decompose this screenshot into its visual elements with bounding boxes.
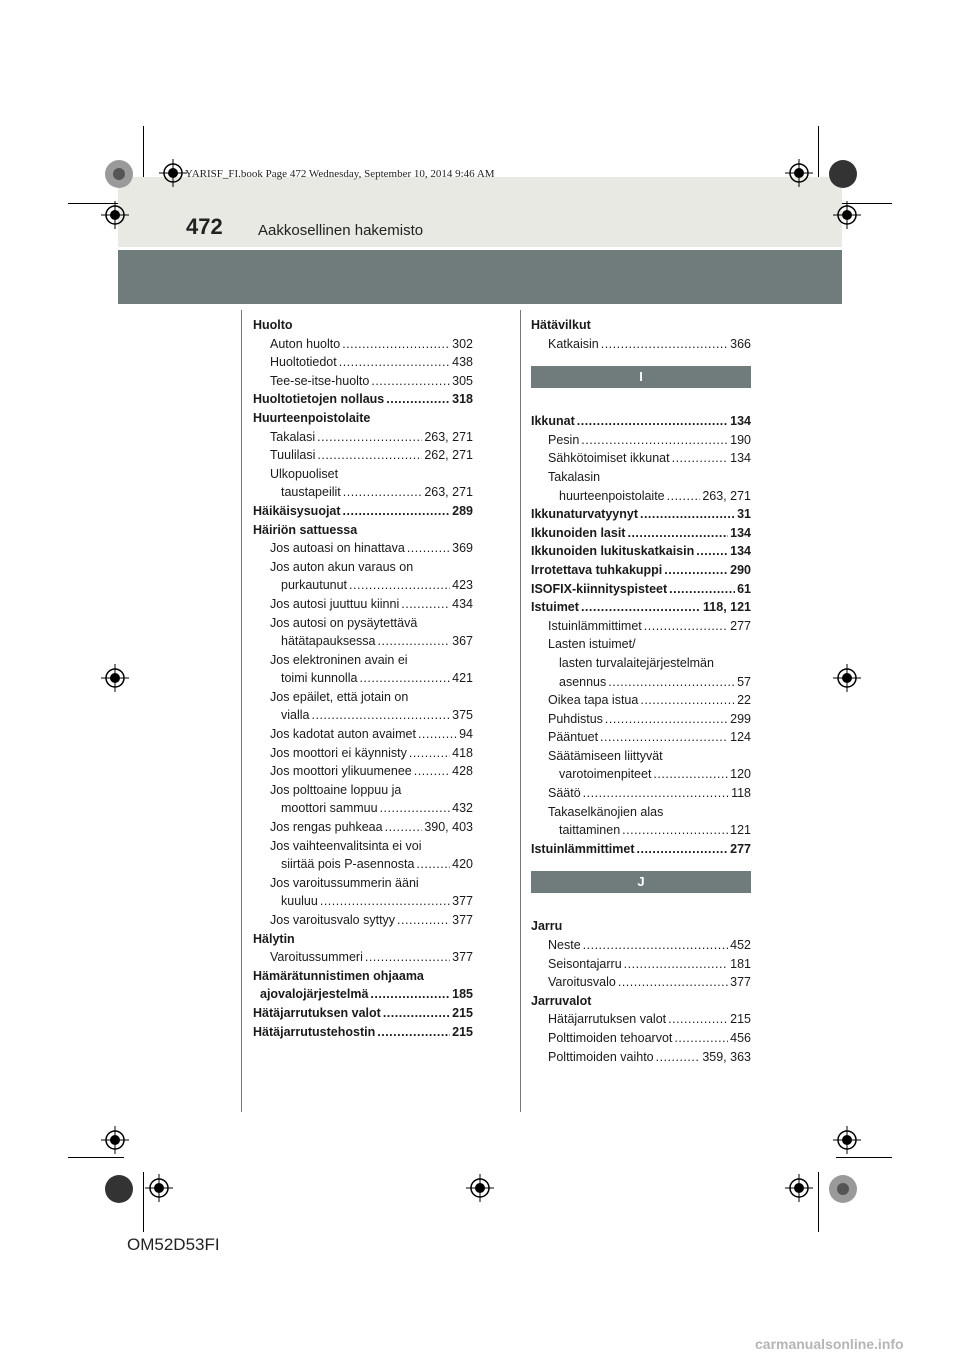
index-entry-label: siirtää pois P-asennosta: [281, 857, 415, 872]
index-entry: [253, 576, 473, 595]
index-entry-page: 428: [452, 764, 473, 779]
letter-heading-i: I: [531, 366, 751, 388]
dot-leader: [343, 483, 423, 502]
dot-leader: [618, 973, 728, 992]
index-entry-page: 456: [730, 1031, 751, 1045]
section-title: Aakkosellinen hakemisto: [258, 222, 424, 239]
index-entry: Takalasin: [548, 469, 601, 484]
registration-mark-icon: [159, 159, 187, 187]
registration-mark-icon: [785, 159, 813, 187]
dot-leader: [674, 1029, 728, 1048]
index-entry-label: Pääntuet: [548, 730, 599, 745]
registration-mark-icon: [833, 1126, 861, 1154]
index-entry-label: huurteenpoistolaite: [559, 488, 665, 503]
index-entry: [531, 431, 751, 450]
dot-leader: [312, 706, 451, 725]
starburst-mark-icon: [104, 1174, 134, 1204]
index-entry-label: purkautunut: [281, 578, 348, 593]
index-entry-label: Tee-se-itse-huolto: [270, 373, 370, 388]
index-entry-label: ajovalojärjestelmä: [260, 987, 369, 1002]
registration-mark-icon: [101, 1126, 129, 1154]
index-entry-label: Ikkunoiden lasit: [531, 525, 626, 540]
index-entry-page: 438: [452, 355, 473, 370]
index-entry-page: 61: [737, 581, 751, 596]
index-entry-page: 359, 363: [702, 1049, 751, 1064]
index-entry-page: 421: [452, 671, 473, 686]
index-entry-label: Puhdistus: [548, 711, 603, 726]
index-entry-label: Jos moottori ei käynnisty: [270, 745, 407, 760]
index-entry: [253, 799, 473, 818]
dot-leader: [668, 1010, 728, 1029]
index-entry: Jarru: [531, 919, 563, 934]
starburst-mark-icon: [104, 159, 134, 189]
index-entry-page: 377: [452, 950, 473, 965]
index-entry-label: Auton huolto: [270, 336, 341, 351]
index-entry-page: 22: [737, 693, 751, 708]
index-entry-label: Sähkötoimiset ikkunat: [548, 451, 670, 466]
dot-leader: [371, 372, 450, 391]
index-entry-page: 134: [730, 414, 751, 429]
index-entry: [531, 335, 751, 354]
dot-leader: [359, 669, 450, 688]
dot-leader: [378, 632, 451, 651]
dot-leader: [640, 505, 735, 524]
index-entry-page: 375: [452, 708, 473, 723]
index-entry-page: 390, 403: [424, 820, 473, 835]
index-entry-label: Oikea tapa istua: [548, 693, 639, 708]
index-entry: [253, 632, 473, 651]
index-entry: [531, 524, 751, 543]
index-entry-label: Polttimoiden tehoarvot: [548, 1031, 673, 1045]
index-entry-page: 263, 271: [424, 429, 473, 444]
registration-mark-icon: [101, 664, 129, 692]
index-entry-page: 94: [459, 727, 473, 742]
index-entry-page: 302: [452, 336, 473, 351]
index-entry: [531, 728, 751, 747]
index-entry-label: Varoitusvalo: [548, 975, 616, 990]
index-entry-label: Istuimet: [531, 600, 579, 615]
index-entry: [531, 821, 751, 840]
dot-leader: [377, 1023, 450, 1042]
registration-mark-icon: [466, 1174, 494, 1202]
registration-mark-icon: [145, 1174, 173, 1202]
index-entry: Jos elektroninen avain ei: [270, 652, 408, 667]
index-entry-label: Säätö: [548, 786, 581, 801]
dot-leader: [401, 595, 450, 614]
crop-line: [143, 1172, 144, 1232]
index-entry-page: 452: [730, 938, 751, 953]
index-entry: Hämärätunnistimen ohjaama: [253, 968, 424, 983]
index-entry-page: 299: [730, 711, 751, 726]
dot-leader: [418, 725, 457, 744]
registration-mark-icon: [101, 201, 129, 229]
index-entry-label: Polttimoiden vaihto: [548, 1049, 654, 1064]
index-entry-label: Huoltotietojen nollaus: [253, 392, 385, 407]
index-entry: Säätämiseen liittyvät: [548, 748, 663, 763]
index-entry: [253, 1023, 473, 1042]
index-entry-label: kuuluu: [281, 894, 318, 909]
dot-leader: [320, 892, 450, 911]
index-entry-label: Varoitussummeri: [270, 950, 363, 965]
index-entry: [253, 539, 473, 558]
dot-leader: [640, 691, 735, 710]
index-entry: [253, 428, 473, 447]
dot-leader: [672, 449, 729, 468]
registration-mark-icon: [833, 664, 861, 692]
column-divider: [520, 310, 521, 1112]
index-entry: [253, 335, 473, 354]
index-entry-page: 118: [731, 786, 751, 801]
index-entry: [253, 725, 473, 744]
index-entry-page: 432: [452, 801, 473, 816]
index-group-j: [531, 917, 751, 1066]
index-entry-page: 434: [452, 596, 473, 611]
index-entry: [253, 948, 473, 967]
index-entry: [253, 1004, 473, 1023]
index-entry: [531, 449, 751, 468]
index-entry-page: 120: [730, 767, 751, 782]
index-entry-page: 305: [452, 373, 473, 388]
index-entry: [253, 744, 473, 763]
index-entry: [253, 353, 473, 372]
crop-line: [68, 1157, 124, 1158]
index-entry-page: 215: [452, 1005, 473, 1020]
index-entry-page: 369: [452, 541, 473, 556]
index-entry-label: Ikkunoiden lukituskatkaisin: [531, 544, 695, 559]
index-entry-label: moottori sammuu: [281, 801, 378, 816]
index-entry: [531, 505, 751, 524]
starburst-mark-icon: [828, 1174, 858, 1204]
dot-leader: [622, 821, 728, 840]
index-entry-page: 134: [730, 544, 751, 559]
starburst-mark-icon: [828, 159, 858, 189]
index-entry-label: Seisontajarru: [548, 956, 622, 971]
index-entry: [253, 483, 473, 502]
index-entry: [253, 762, 473, 781]
index-entry-page: 181: [730, 956, 751, 971]
index-entry: [253, 502, 473, 521]
index-entry-label: Häikäisysuojat: [253, 503, 341, 518]
index-entry: [253, 818, 473, 837]
dot-leader: [583, 936, 728, 955]
index-entry-page: 262, 271: [424, 448, 473, 463]
index-entry-label: Hätäjarrutustehostin: [253, 1024, 376, 1039]
index-entry-label: Ikkunat: [531, 414, 575, 429]
index-entry-page: 124: [730, 730, 751, 745]
index-entry-page: 277: [730, 841, 751, 856]
document-code: OM52D53FI: [127, 1235, 220, 1254]
dot-leader: [583, 784, 729, 803]
index-entry-page: 289: [452, 503, 473, 518]
index-entry: [531, 936, 751, 955]
dot-leader: [581, 431, 728, 450]
index-entry-label: Jos kadotat auton avaimet: [270, 727, 416, 742]
index-column-right: [531, 316, 751, 1066]
dot-leader: [365, 948, 450, 967]
dot-leader: [644, 617, 728, 636]
index-entry-page: 418: [452, 745, 473, 760]
index-entry: Hälytin: [253, 931, 295, 946]
registration-mark-icon: [785, 1174, 813, 1202]
index-entry-label: Takalasi: [270, 429, 316, 444]
index-entry: [531, 487, 751, 506]
index-entry-page: 290: [730, 562, 751, 577]
dot-leader: [385, 818, 423, 837]
dot-leader: [317, 428, 422, 447]
index-column-left: [253, 316, 473, 1041]
index-entry: Jarruvalot: [531, 993, 592, 1008]
index-entry-page: 377: [730, 975, 751, 990]
index-entry-page: 367: [452, 634, 473, 649]
index-entry: lasten turvalaitejärjestelmän: [559, 655, 714, 670]
index-entry-label: taustapeilit: [281, 485, 341, 500]
header-band: [118, 177, 842, 247]
index-entry-page: 366: [730, 336, 751, 351]
dot-leader: [407, 539, 450, 558]
index-entry-label: Hätäjarrutuksen valot: [548, 1012, 667, 1027]
dot-leader: [343, 502, 451, 521]
dot-leader: [667, 487, 701, 506]
index-entry: Jos autosi on pysäytettävä: [270, 615, 418, 630]
index-entry-label: Istuinlämmittimet: [548, 618, 642, 633]
index-entry: [253, 892, 473, 911]
index-entry: Jos epäilet, että jotain on: [270, 689, 409, 704]
index-entry: [531, 617, 751, 636]
book-stamp: YARISF_FI.book Page 472 Wednesday, September 10, 2014 9:46 AM: [185, 168, 495, 180]
index-entry: [253, 595, 473, 614]
index-entry-label: toimi kunnolla: [281, 671, 358, 686]
index-entry-label: varotoimenpiteet: [559, 767, 652, 782]
crop-line: [818, 1172, 819, 1232]
index-entry-page: 134: [730, 525, 751, 540]
index-entry-label: Hätäjarrutuksen valot: [253, 1005, 381, 1020]
dot-leader: [696, 542, 728, 561]
index-entry-label: Katkaisin: [548, 336, 599, 351]
dot-leader: [608, 673, 735, 692]
dot-leader: [380, 799, 451, 818]
index-entry: Jos auton akun varaus on: [270, 559, 414, 574]
index-entry-page: 318: [452, 392, 473, 407]
header-bar: [118, 250, 842, 304]
index-entry-label: Ikkunaturvatyynyt: [531, 507, 638, 522]
index-entry: [253, 855, 473, 874]
index-entry: Häiriön sattuessa: [253, 522, 358, 537]
index-entry-page: 423: [452, 578, 473, 593]
index-entry-label: Jos moottori ylikuumenee: [270, 764, 412, 779]
index-entry-page: 215: [452, 1024, 473, 1039]
index-entry: Huurteenpoistolaite: [253, 410, 371, 425]
index-entry: [253, 985, 473, 1004]
index-entry-label: taittaminen: [559, 823, 621, 838]
index-entry: [253, 669, 473, 688]
index-entry-label: Jos autosi juuttuu kiinni: [270, 596, 400, 611]
index-entry: [531, 710, 751, 729]
index-entry-page: 190: [730, 432, 751, 447]
index-entry: Jos varoitussummerin ääni: [270, 875, 419, 890]
page-number: 472: [186, 214, 223, 239]
dot-leader: [664, 561, 728, 580]
index-entry-label: ISOFIX-kiinnityspisteet: [531, 581, 668, 596]
index-entry-page: 263, 271: [702, 488, 751, 503]
dot-leader: [637, 840, 729, 859]
dot-leader: [386, 390, 450, 409]
dot-leader: [624, 955, 728, 974]
dot-leader: [581, 598, 701, 617]
dot-leader: [414, 762, 450, 781]
index-entry-label: Irrotettava tuhkakuppi: [531, 562, 663, 577]
index-entry: [253, 706, 473, 725]
index-entry-page: 121: [730, 823, 751, 838]
index-entry: [253, 911, 473, 930]
index-entry: [531, 784, 751, 803]
index-entry: [531, 973, 751, 992]
index-entry: [531, 765, 751, 784]
index-entry: [531, 673, 751, 692]
index-entry-page: 277: [730, 618, 751, 633]
dot-leader: [627, 524, 728, 543]
index-entry-label: hätätapauksessa: [281, 634, 376, 649]
index-entry-page: 134: [730, 451, 751, 466]
index-entry-page: 31: [737, 507, 751, 522]
index-entry-page: 118, 121: [703, 600, 751, 615]
column-divider: [241, 310, 242, 1112]
dot-leader: [653, 765, 728, 784]
index-entry: Hätävilkut: [531, 318, 591, 332]
registration-mark-icon: [833, 201, 861, 229]
dot-leader: [397, 911, 450, 930]
index-entry-label: asennus: [559, 674, 607, 689]
index-entry: [531, 691, 751, 710]
index-entry: [531, 1029, 751, 1048]
index-entry: [531, 1048, 751, 1067]
dot-leader: [342, 335, 450, 354]
index-entry: [253, 372, 473, 391]
dot-leader: [577, 412, 728, 431]
index-entry-page: 377: [452, 894, 473, 909]
index-entry: Takaselkänojien alas: [548, 804, 664, 819]
dot-leader: [669, 580, 735, 599]
letter-heading-j: J: [531, 871, 751, 893]
dot-leader: [409, 744, 450, 763]
index-entry: [531, 955, 751, 974]
index-entry: [531, 840, 751, 859]
index-entry: [253, 446, 473, 465]
index-entry-label: Neste: [548, 938, 581, 953]
index-entry: Jos vaihteenvalitsinta ei voi: [270, 838, 422, 853]
index-group-h-continued: [531, 316, 751, 353]
dot-leader: [656, 1048, 701, 1067]
index-entry: [531, 561, 751, 580]
index-entry-label: Jos varoitusvalo syttyy: [270, 913, 396, 927]
dot-leader: [370, 985, 450, 1004]
dot-leader: [600, 728, 728, 747]
index-entry-label: Huoltotiedot: [270, 355, 337, 370]
index-entry-page: 215: [730, 1012, 751, 1027]
dot-leader: [416, 855, 450, 874]
index-entry: [531, 542, 751, 561]
watermark: carmanualsonline.info: [755, 1336, 904, 1352]
index-entry-label: Jos rengas puhkeaa: [270, 820, 383, 835]
dot-leader: [601, 335, 728, 354]
index-entry-page: 185: [452, 987, 473, 1002]
dot-leader: [317, 446, 422, 465]
index-entry: Ulkopuoliset: [270, 466, 339, 481]
dot-leader: [339, 353, 450, 372]
crop-line: [836, 1157, 892, 1158]
index-entry-page: 420: [452, 857, 473, 872]
index-entry-page: 377: [452, 913, 473, 927]
index-entry-page: 263, 271: [424, 485, 473, 500]
index-entry-label: Tuulilasi: [270, 448, 316, 463]
index-entry-label: vialla: [281, 708, 310, 723]
index-group-i: [531, 412, 751, 858]
dot-leader: [383, 1004, 450, 1023]
index-entry-label: Jos autoasi on hinattava: [270, 541, 405, 556]
index-entry-label: Istuinlämmittimet: [531, 841, 635, 856]
index-entry-label: Pesin: [548, 432, 580, 447]
index-entry: Huolto: [253, 318, 293, 332]
index-entry: Jos polttoaine loppuu ja: [270, 782, 402, 797]
index-entry: [253, 390, 473, 409]
index-entry-page: 57: [737, 674, 751, 689]
index-entry: [531, 580, 751, 599]
index-entry: Lasten istuimet/: [548, 637, 636, 652]
dot-leader: [349, 576, 450, 595]
index-entry: [531, 1010, 751, 1029]
index-entry: [531, 412, 751, 431]
index-entry: [531, 598, 751, 617]
dot-leader: [605, 710, 728, 729]
